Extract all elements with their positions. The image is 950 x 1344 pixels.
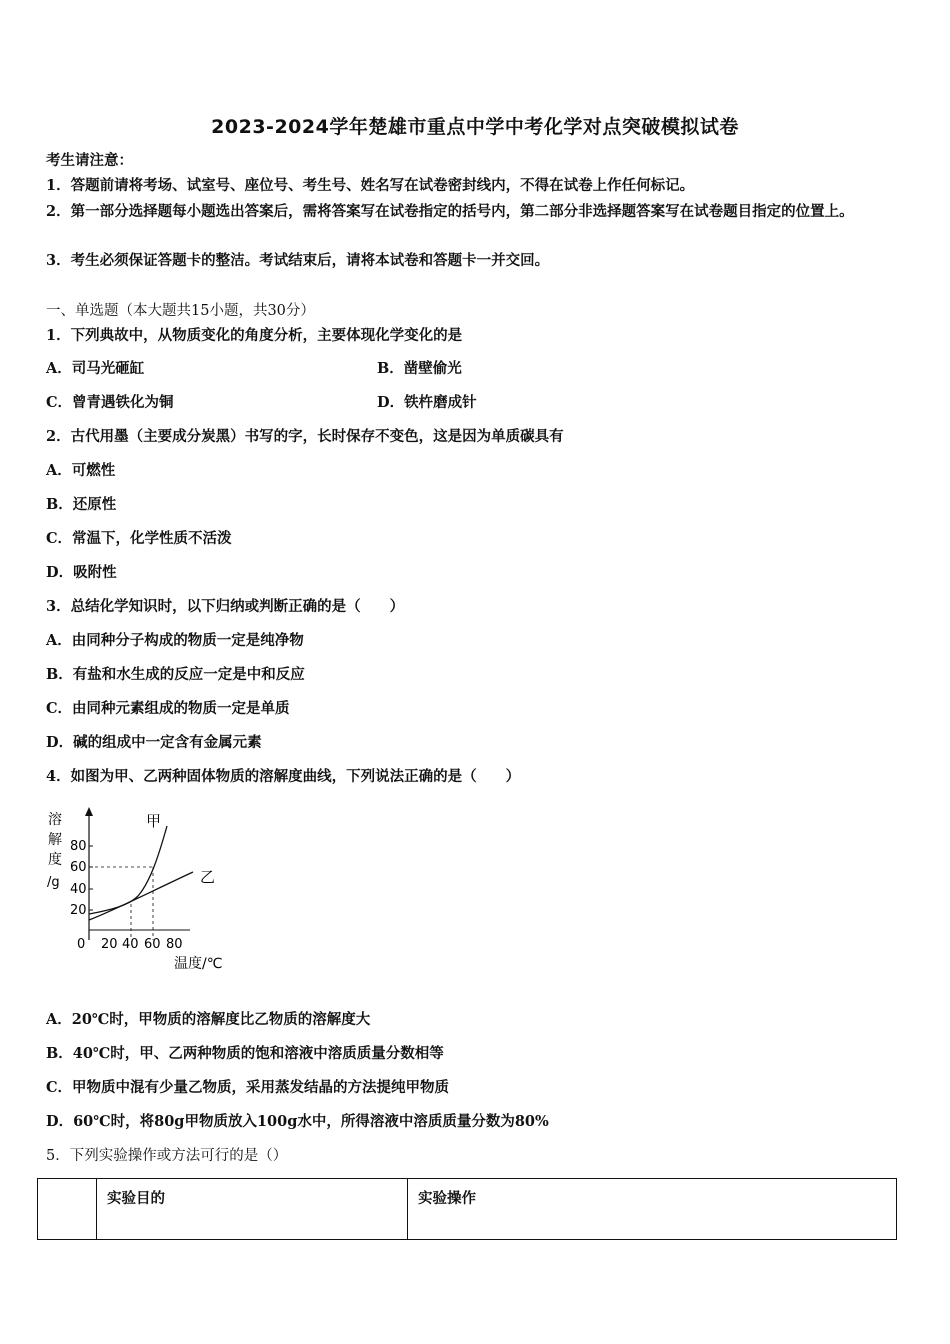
q5-stem: 5．下列实验操作或方法可行的是（） (46, 1148, 288, 1164)
curve-jia (89, 826, 167, 914)
q2-option-d: D．吸附性 (46, 564, 117, 581)
q2-option-c: C．常温下，化学性质不活泼 (46, 530, 232, 547)
solubility-curve-figure (40, 800, 240, 975)
curve-label-yi: 乙 (200, 868, 216, 886)
q1-option-a: A．司马光砸缸 (46, 360, 145, 377)
q4-option-b: B．40℃时，甲、乙两种物质的饱和溶液中溶质质量分数相等 (46, 1045, 444, 1062)
q4-option-d: D．60℃时，将80g甲物质放入100g水中，所得溶液中溶质质量分数为80% (46, 1113, 549, 1130)
table-header-operation: 实验操作 (408, 1179, 897, 1240)
q4-stem: 4．如图为甲、乙两种固体物质的溶解度曲线，下列说法正确的是（ ） (46, 768, 521, 785)
table-row (38, 1179, 897, 1240)
curve-label-jia: 甲 (146, 812, 162, 830)
q1-option-b: B．凿壁偷光 (377, 360, 462, 377)
y-axis-arrow-icon (85, 807, 93, 816)
y-label-char-4: /g (47, 875, 60, 890)
y-tick-label: 20 (70, 903, 87, 918)
page-title: 2023-2024学年楚雄市重点中学中考化学对点突破模拟试卷 (211, 116, 739, 138)
q5-table (37, 1178, 897, 1240)
y-label-char-2: 解 (48, 832, 62, 848)
x-tick-label: 0 (77, 937, 86, 952)
section-heading: 一、单选题（本大题共15小题，共30分） (46, 303, 315, 319)
x-tick-label: 60 (144, 937, 161, 952)
y-tick-label: 80 (70, 839, 87, 854)
q2-option-b: B．还原性 (46, 496, 117, 513)
q3-option-a: A．由同种分子构成的物质一定是纯净物 (46, 632, 304, 649)
y-label-char-3: 度 (48, 852, 62, 868)
curve-yi (89, 872, 193, 920)
notice-item-2: 2．第一部分选择题每小题选出答案后，需将答案写在试卷指定的括号内，第二部分非选择题答案写在试卷题目指定的位置上。 (46, 203, 854, 220)
x-tick-label: 20 (101, 937, 118, 952)
q1-option-d: D．铁杵磨成针 (377, 394, 477, 411)
q2-stem: 2．古代用墨（主要成分炭黑）书写的字，长时保存不变色，这是因为单质碳具有 (46, 428, 564, 445)
q3-option-b: B．有盐和水生成的反应一定是中和反应 (46, 666, 305, 683)
notice-item-3: 3．考生必须保证答题卡的整洁。考试结束后，请将本试卷和答题卡一并交回。 (46, 252, 550, 269)
y-tick-label: 60 (70, 860, 87, 875)
table-header-purpose: 实验目的 (97, 1179, 408, 1240)
q3-option-d: D．碱的组成中一定含有金属元素 (46, 734, 262, 751)
x-tick-label: 80 (166, 937, 183, 952)
x-tick-label: 40 (122, 937, 139, 952)
q1-option-c: C．曾青遇铁化为铜 (46, 394, 174, 411)
y-tick-label: 40 (70, 882, 87, 897)
q1-stem: 1．下列典故中，从物质变化的角度分析，主要体现化学变化的是 (46, 327, 463, 344)
q3-stem: 3．总结化学知识时，以下归纳或判断正确的是（ ） (46, 598, 405, 615)
q3-option-c: C．由同种元素组成的物质一定是单质 (46, 700, 290, 717)
q4-option-a: A．20℃时，甲物质的溶解度比乙物质的溶解度大 (46, 1011, 371, 1028)
y-label-char-1: 溶 (48, 812, 62, 828)
notice-item-1: 1．答题前请将考场、试室号、座位号、考生号、姓名写在试卷密封线内，不得在试卷上作任何标记。 (46, 177, 695, 194)
q4-option-c: C．甲物质中混有少量乙物质，采用蒸发结晶的方法提纯甲物质 (46, 1079, 450, 1096)
q2-option-a: A．可燃性 (46, 462, 116, 479)
notice-heading: 考生请注意： (46, 152, 133, 169)
x-axis-label: 温度/℃ (174, 956, 223, 972)
table-cell-blank (38, 1179, 97, 1240)
